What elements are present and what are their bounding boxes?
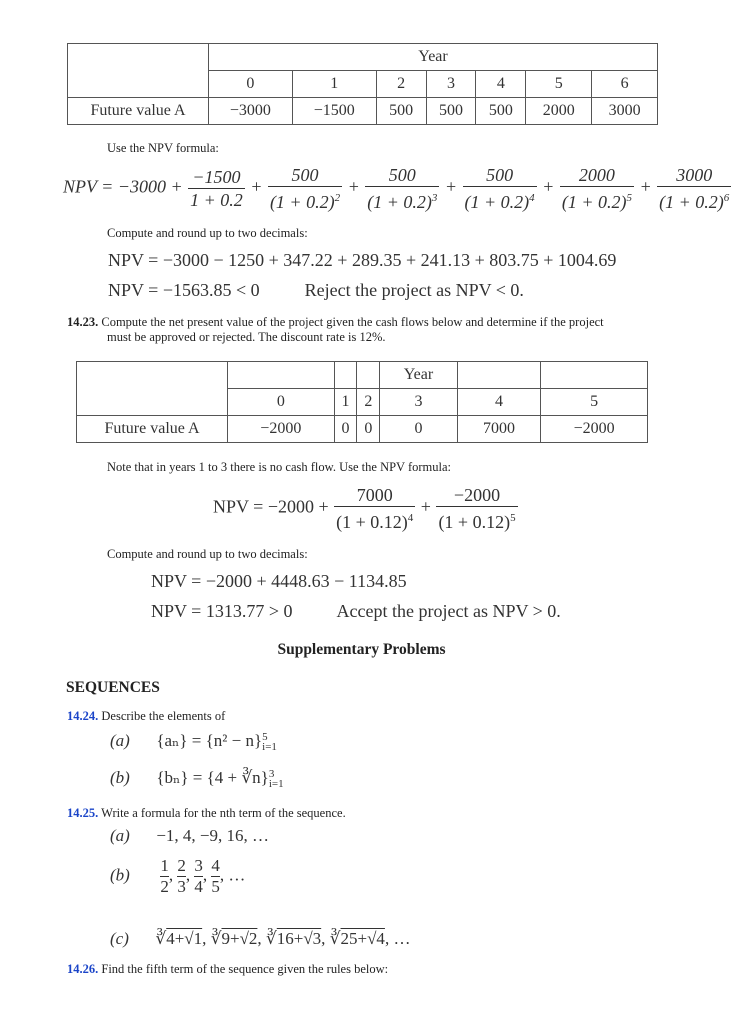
npv-formula-2 (213, 484, 519, 533)
problem-number: 14.25. (67, 806, 99, 820)
problem-text: Find the fifth term of the sequence given the rules below: (101, 962, 389, 976)
npv-result-line-1: NPV = −2000 + 4448.63 − 1134.85 (151, 571, 407, 591)
year-header-blank (357, 362, 380, 389)
problem-text: Compute the net present value of the project given the cash flows below and determine if the project (101, 315, 604, 329)
sequence-tail: , … (384, 929, 411, 948)
year-cell: 5 (526, 71, 592, 98)
problem-number: 14.23. (67, 315, 99, 329)
value-cell: 500 (476, 98, 526, 125)
value-cell: −1500 (292, 98, 376, 125)
problem-14-25 (67, 806, 346, 821)
sequence-tail: , … (219, 865, 246, 885)
value-cell: −2000 (228, 416, 335, 443)
problem-text: Describe the elements of (101, 709, 226, 723)
part-label: (b) (110, 865, 130, 885)
value-cell: −3000 (209, 98, 293, 125)
part-b-sequence: (b) $\frac{1}{2}$ , $\frac{2}{3}$ , $\frac{3}{4}$ , $\frac{4}{5}$ , … (110, 856, 246, 896)
value-cell: 2000 (526, 98, 592, 125)
npv-value: NPV = −1563.85 < 0 (108, 280, 260, 300)
plus-sign: + (250, 176, 263, 197)
row-label: Future value A (68, 98, 209, 125)
npv-fraction: $\frac{500}{(1 + 0.2)^3}$ (367, 165, 438, 212)
year-cell: 1 (334, 389, 357, 416)
part-c-sequence: (c) ∛4+√1, ∛9+√2, ∛16+√3, ∛25+√4, … (110, 929, 411, 948)
plus-sign: + (639, 176, 652, 197)
year-header: Year (380, 362, 457, 389)
decision-note: Reject the project as NPV < 0. (304, 280, 524, 300)
plus-sign: + (420, 496, 431, 517)
sequence-fraction: $\frac{3}{4}$ (194, 856, 203, 896)
npv-result-line-2 (108, 280, 524, 301)
plus-sign: + (444, 176, 458, 197)
problem-14-23 (67, 315, 687, 330)
section-heading: Supplementary Problems (277, 641, 446, 658)
year-cell: 0 (228, 389, 335, 416)
year-cell: 4 (476, 71, 526, 98)
year-header-blank (228, 362, 335, 389)
value-cell: 500 (426, 98, 476, 125)
npv-result-line-2 (151, 601, 561, 622)
problem-14-24 (67, 709, 225, 724)
radical-term: 16+√3 (276, 929, 322, 948)
table-corner-cell (77, 362, 228, 416)
year-cell: 1 (292, 71, 376, 98)
npv-value: NPV = 1313.77 > 0 (151, 601, 293, 621)
sequence-expression: −1, 4, −9, 16, … (156, 826, 270, 845)
year-cell: 6 (592, 71, 658, 98)
npv-fraction: $\frac{7000}{(1 + 0.12)^4}$ (336, 485, 414, 532)
year-cell: 3 (426, 71, 476, 98)
year-cell: 5 (541, 389, 648, 416)
sequence-fraction: $\frac{1}{2}$ (160, 856, 169, 896)
npv-fraction: $\frac{-1500}{1 + 0.2}$ (190, 167, 243, 210)
plus-sign: + (542, 176, 555, 197)
sequence-fraction: $\frac{2}{3}$ (177, 856, 186, 896)
year-cell: 2 (357, 389, 380, 416)
npv-lhs: NPV = −2000 + (213, 496, 329, 517)
table-row-values (68, 98, 658, 125)
part-label: (a) (110, 826, 130, 845)
row-label: Future value A (77, 416, 228, 443)
problem-14-26 (67, 962, 388, 977)
value-cell: 0 (357, 416, 380, 443)
value-cell: −2000 (541, 416, 648, 443)
instruction-text: Use the NPV formula: (107, 141, 219, 155)
year-header-blank (334, 362, 357, 389)
part-label: (c) (110, 929, 129, 948)
value-cell: 500 (376, 98, 426, 125)
year-header-blank (541, 362, 648, 389)
npv-fraction: $\frac{-2000}{(1 + 0.12)^5}$ (438, 485, 516, 532)
value-cell: 7000 (457, 416, 541, 443)
part-a-sequence (110, 826, 269, 846)
year-header: Year (209, 44, 658, 71)
part-b-expression: (b) {bₙ} = {4 + ∛n} 3 i=1 (110, 768, 284, 791)
sequence-fraction: $\frac{4}{5}$ (211, 856, 220, 896)
problem-text: Write a formula for the nth term of the sequence. (101, 806, 346, 820)
npv-fraction: $\frac{500}{(1 + 0.2)^4}$ (464, 165, 535, 212)
instruction-text: Compute and round up to two decimals: (107, 547, 308, 561)
problem-number: 14.26. (67, 962, 99, 976)
npv-fraction: $\frac{2000}{(1 + 0.2)^5}$ (561, 165, 632, 212)
npv-result-line-1: NPV = −3000 − 1250 + 347.22 + 289.35 + 241.13 + 803.75 + 1004.69 (108, 250, 617, 270)
year-cell: 4 (457, 389, 541, 416)
radical-term: 25+√4 (340, 929, 385, 948)
set-expression: {aₙ} = {n² − n} (156, 731, 263, 750)
part-label: (a) (110, 731, 130, 750)
npv-fraction: $\frac{500}{(1 + 0.2)^2}$ (269, 165, 341, 212)
instruction-text: Compute and round up to two decimals: (107, 226, 308, 240)
radical-term: 4+√1 (166, 929, 203, 948)
table-row-values (77, 416, 648, 443)
problem-text-cont: must be approved or rejected. The discount rate is 12%. (107, 330, 386, 344)
problem-number: 14.24. (67, 709, 99, 723)
cash-flow-table-1 (67, 43, 658, 125)
part-label: (b) (110, 768, 130, 787)
npv-lhs: NPV = −3000 + (63, 176, 183, 197)
npv-formula-1 (63, 164, 732, 213)
cash-flow-table-2 (76, 361, 648, 443)
subsection-heading: SEQUENCES (66, 679, 160, 696)
set-expression: {bₙ} = {4 + ∛n} (156, 768, 269, 787)
plus-sign: + (347, 176, 360, 197)
value-cell: 3000 (592, 98, 658, 125)
radical-term: 9+√2 (221, 929, 258, 948)
npv-fraction: $\frac{3000}{(1 + 0.2)^6}$ (659, 165, 730, 212)
year-header-blank (457, 362, 541, 389)
year-cell: 2 (376, 71, 426, 98)
table-corner-cell (68, 44, 209, 98)
decision-note: Accept the project as NPV > 0. (336, 601, 561, 621)
instruction-text: Note that in years 1 to 3 there is no cash flow. Use the NPV formula: (107, 460, 452, 474)
value-cell: 0 (334, 416, 357, 443)
year-cell: 0 (209, 71, 293, 98)
value-cell: 0 (380, 416, 457, 443)
year-cell: 3 (380, 389, 457, 416)
part-a-expression: (a) {aₙ} = {n² − n} 5 i=1 (110, 731, 277, 754)
